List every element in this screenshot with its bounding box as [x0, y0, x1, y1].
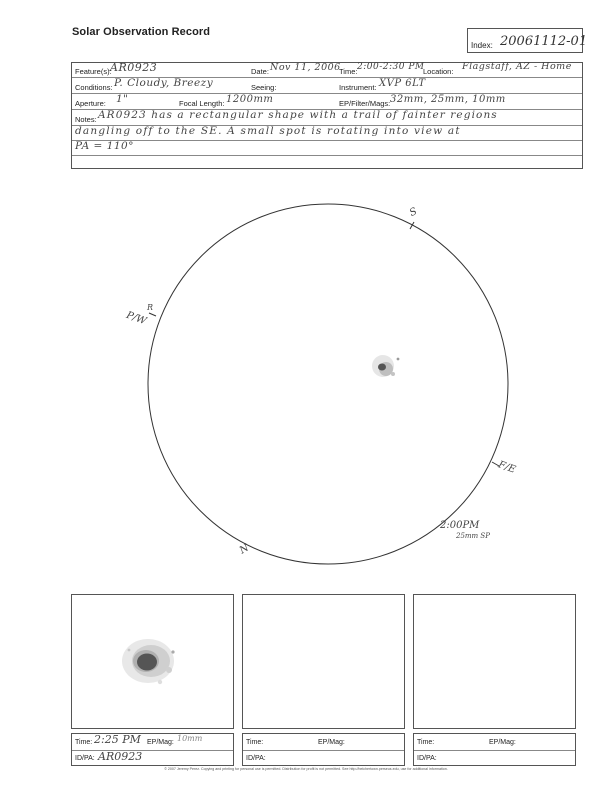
- panel-time-value: 2:25 PM: [94, 733, 141, 746]
- sunspot-detail: [122, 639, 175, 684]
- aperture-value: 1": [116, 93, 129, 105]
- form-rule: [72, 155, 582, 156]
- detail-panel-1: [71, 594, 234, 729]
- ep-filter-mags-label: EP/Filter/Mags:: [339, 99, 391, 108]
- panel-ep-label: EP/Mag:: [318, 739, 345, 746]
- index-value: 20061112-01: [500, 34, 588, 49]
- disk-time-note: 2:00PM: [440, 520, 480, 531]
- panel-id-label: ID/PA:: [75, 755, 95, 762]
- observation-form: [71, 62, 583, 169]
- location-value: Flagstaff, AZ - Home: [462, 61, 572, 72]
- panel-id-label: ID/PA:: [417, 755, 437, 762]
- east-label: F/E: [496, 459, 517, 476]
- detail-panel-2: [242, 594, 405, 729]
- page-title: Solar Observation Record: [72, 26, 211, 38]
- solar-disk-drawing: [124, 202, 517, 566]
- location-label: Location:: [423, 67, 454, 76]
- panel-ep-label: EP/Mag:: [489, 739, 516, 746]
- feature-value: AR0923: [110, 61, 158, 74]
- panel-ep-label: EP/Mag:: [147, 739, 174, 746]
- notes-line: dangling off to the SE. A small spot is rotating into view at: [75, 125, 461, 137]
- panel-id-label: ID/PA:: [246, 755, 266, 762]
- index-label: Index:: [471, 41, 493, 50]
- conditions-label: Conditions:: [75, 83, 113, 92]
- time-value: 2:00-2:30 PM: [357, 62, 425, 72]
- instrument-label: Instrument:: [339, 83, 377, 92]
- south-label: S: [407, 206, 419, 219]
- date-value: Nov 11, 2006: [270, 62, 341, 73]
- solar-limb: [148, 204, 508, 564]
- conditions-value: P. Cloudy, Breezy: [114, 77, 214, 89]
- notes-line: AR0923 has a rectangular shape with a trail of fainter regions: [98, 109, 498, 121]
- west-label: P/W: [124, 309, 148, 328]
- panel-time-label: Time:: [417, 739, 435, 746]
- date-label: Date:: [251, 67, 269, 76]
- instrument-value: XVP 6LT: [379, 78, 426, 89]
- form-rule: [72, 140, 582, 141]
- seeing-label: Seeing:: [251, 83, 277, 92]
- feature-label: Feature(s):: [75, 67, 112, 76]
- solar-disk-svg: [146, 202, 510, 566]
- time-label: Time:: [339, 67, 358, 76]
- detail-panel-3: [413, 594, 576, 729]
- notes-line: PA = 110°: [75, 140, 134, 152]
- panel-info-3: [413, 733, 576, 766]
- panel-info-2: [242, 733, 405, 766]
- notes-label: Notes:: [75, 115, 97, 124]
- panel-time-label: Time:: [246, 739, 264, 746]
- disk-time-note-sub: 25mm SP: [456, 532, 490, 540]
- panel-id-value: AR0923: [98, 750, 143, 763]
- panel-ep-value: 10mm: [177, 734, 203, 743]
- west-r-label: R: [147, 303, 154, 312]
- ep-filter-mags-value: 32mm, 25mm, 10mm: [390, 94, 506, 105]
- detail-sunspot-svg: [72, 595, 233, 728]
- focal-length-value: 1200mm: [226, 94, 274, 105]
- west-tick: [149, 313, 156, 316]
- panel-info-1: [71, 733, 234, 766]
- panel-time-label: Time:: [75, 739, 93, 746]
- focal-length-label: Focal Length:: [179, 99, 225, 108]
- sunspot-group: [372, 355, 399, 377]
- copyright-footer: © 2007 Jeremy Perez. Copying and printing for personal use is permitted. Distribution for profit is not permitted. See http://belchertown.perseus.edu, use for additional information.: [164, 767, 448, 771]
- north-label: N: [237, 542, 251, 557]
- aperture-label: Aperture:: [75, 99, 106, 108]
